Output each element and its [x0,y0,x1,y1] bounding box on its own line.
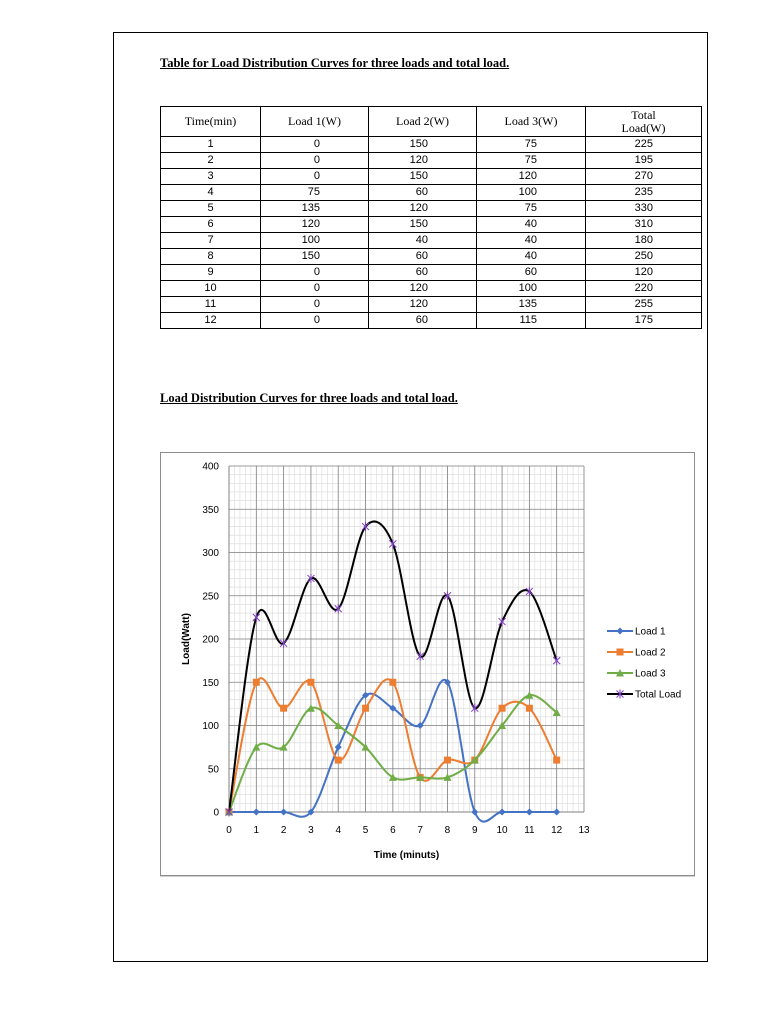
table-cell: 135 [477,297,586,313]
legend-label-load-2: Load 2 [635,647,666,659]
data-point-load-1 [499,809,506,816]
y-tick-label: 150 [202,677,219,689]
table-cell: 0 [261,137,369,153]
table-cell: 0 [261,153,369,169]
x-tick-label: 7 [417,825,423,836]
x-tick-label: 1 [253,825,260,836]
x-tick-label: 5 [362,825,369,836]
table-cell: 220 [586,281,702,297]
table-cell: 0 [261,281,369,297]
x-tick-label: 8 [444,825,451,836]
table-cell: 235 [586,185,702,201]
x-tick-label: 0 [226,825,232,836]
table-cell: 4 [161,185,261,201]
data-point-load-2 [335,757,342,764]
table-cell: 120 [586,265,702,281]
table-cell: 100 [477,281,586,297]
header-total-line1: Total [631,107,656,122]
table-cell: 120 [369,297,477,313]
y-tick-label: 250 [202,591,219,603]
table-cell: 310 [586,217,702,233]
data-point-load-2 [499,705,506,712]
legend-item-total-load [607,690,681,701]
x-tick-label: 3 [308,825,314,836]
table-cell: 250 [586,249,702,265]
y-tick-label: 300 [202,548,219,559]
table-cell: 180 [586,233,702,249]
y-axis-title: Load(Watt) [181,613,192,665]
header-load3: Load 3(W) [477,107,586,137]
table-cell: 60 [369,249,477,265]
table-cell: 40 [477,217,586,233]
grid [229,466,584,812]
legend-label-load-3: Load 3 [635,668,666,680]
table-cell: 60 [477,265,586,281]
table-row [161,169,702,185]
x-axis-title: Time (minuts) [373,850,440,861]
table-header-row [161,107,702,137]
header-total-line2: Load(W) [621,120,666,135]
table-cell: 330 [586,201,702,217]
table-cell: 120 [369,201,477,217]
data-point-load-2 [280,705,287,712]
table-cell: 40 [477,233,586,249]
data-point-load-2 [553,757,560,764]
y-tick-label: 50 [207,764,219,776]
legend-marker-load-2 [617,649,624,656]
legend-label-total-load: Total Load [635,689,682,701]
table-cell: 12 [161,313,261,329]
chart-container [160,452,695,876]
data-point-total-load [553,656,560,665]
table-cell: 3 [161,169,261,185]
y-tick-label: 400 [202,461,219,473]
table-cell: 120 [369,281,477,297]
table-cell: 60 [369,265,477,281]
data-point-load-1 [471,809,478,816]
legend-marker-load-1 [617,628,624,635]
legend-item-load-2 [607,648,666,659]
table-cell: 11 [161,297,261,313]
table-cell: 40 [369,233,477,249]
table-row [161,137,702,153]
table-cell: 0 [261,313,369,329]
legend-item-load-3 [607,669,666,680]
data-point-total-load [253,613,260,622]
table-row [161,217,702,233]
table-cell: 10 [161,281,261,297]
table-cell: 150 [369,217,477,233]
x-tick-label: 2 [280,825,287,836]
x-tick-label: 4 [335,825,342,836]
table-row [161,313,702,329]
table-row [161,201,702,217]
table-cell: 0 [261,265,369,281]
data-point-load-1 [280,809,287,816]
x-tick-label: 6 [390,825,396,836]
table-cell: 75 [477,137,586,153]
x-tick-label: 10 [496,825,508,836]
table-cell: 115 [477,313,586,329]
header-time: Time(min) [161,107,261,137]
data-point-total-load [526,587,533,596]
y-tick-label: 100 [202,721,219,732]
table-cell: 225 [586,137,702,153]
y-tick-label: 350 [202,504,219,516]
legend-item-load-1 [607,627,666,638]
table-cell: 100 [261,233,369,249]
table-cell: 75 [477,201,586,217]
table-cell: 1 [161,137,261,153]
data-point-load-1 [526,809,533,816]
table-cell: 135 [261,201,369,217]
data-point-load-2 [362,705,369,712]
table-row [161,249,702,265]
x-tick-label: 11 [524,825,535,836]
data-point-load-1 [553,809,560,816]
load-table [160,106,702,329]
table-cell: 2 [161,153,261,169]
load-distribution-chart [161,453,694,875]
table-cell: 60 [369,185,477,201]
table-cell: 150 [261,249,369,265]
table-cell: 120 [261,217,369,233]
table-cell: 120 [477,169,586,185]
data-point-total-load [335,604,342,613]
table-cell: 75 [261,185,369,201]
table-row [161,233,702,249]
table-cell: 0 [261,169,369,185]
table-cell: 100 [477,185,586,201]
table-row [161,185,702,201]
table-cell: 75 [477,153,586,169]
table-body [161,137,702,329]
chart-heading: Load Distribution Curves for three loads and total load. [160,391,458,405]
data-point-load-2 [307,679,314,686]
x-tick-label: 9 [471,825,478,836]
table-cell: 5 [161,201,261,217]
table-cell: 150 [369,169,477,185]
table-cell: 195 [586,153,702,169]
data-point-load-1 [335,744,342,751]
x-tick-label: 13 [578,825,590,836]
table-row [161,153,702,169]
data-point-load-2 [389,679,396,686]
table-row [161,265,702,281]
table-cell: 60 [369,313,477,329]
table-cell: 0 [261,297,369,313]
y-tick-label: 200 [202,634,219,646]
table-row [161,297,702,313]
header-load2: Load 2(W) [369,107,477,137]
table-cell: 270 [586,169,702,185]
table-cell: 150 [369,137,477,153]
table-cell: 6 [161,217,261,233]
table-cell: 255 [586,297,702,313]
table-cell: 120 [369,153,477,169]
data-point-load-2 [526,705,533,712]
table-cell: 40 [477,249,586,265]
data-point-load-1 [253,809,260,816]
legend-label-load-1: Load 1 [635,626,666,638]
y-tick-label: 0 [213,807,219,819]
table-row [161,281,702,297]
data-point-load-2 [444,757,451,764]
data-point-load-2 [253,679,260,686]
table-heading: Table for Load Distribution Curves for three loads and total load. [160,56,510,70]
table-cell: 175 [586,313,702,329]
table-cell: 7 [161,233,261,249]
table-cell: 8 [161,249,261,265]
table-cell: 9 [161,265,261,281]
x-tick-label: 12 [551,825,563,836]
header-total [586,107,702,137]
header-load1: Load 1(W) [261,107,369,137]
